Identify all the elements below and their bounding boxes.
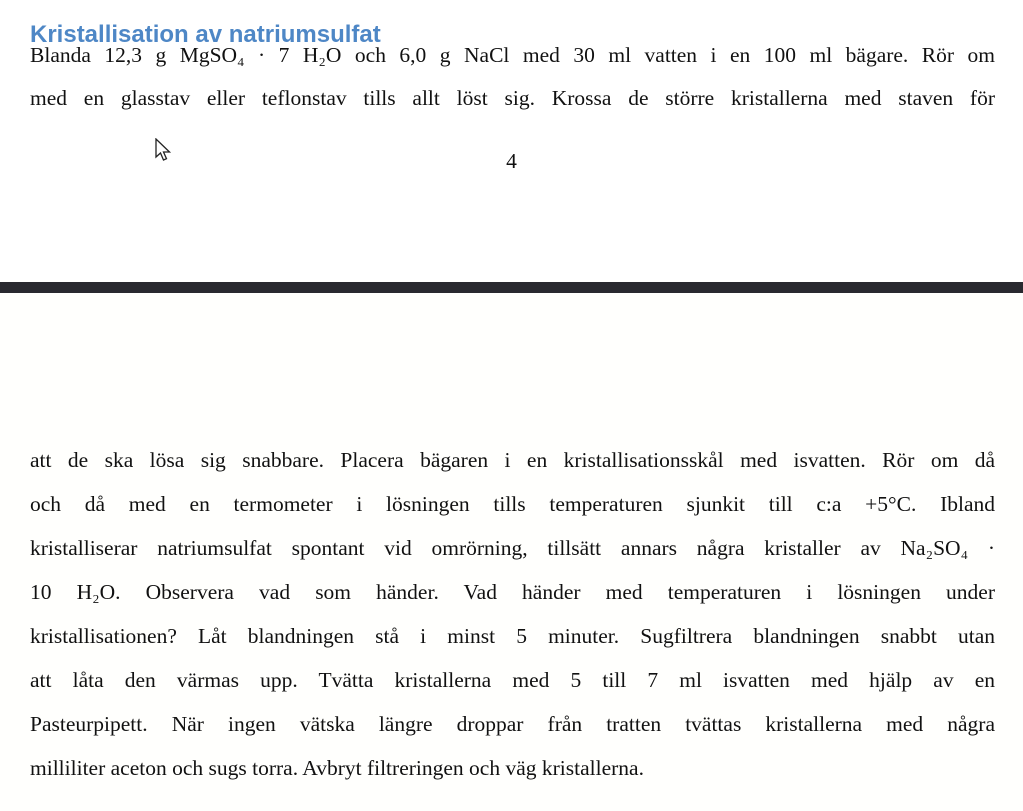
page-break-bar — [0, 282, 1023, 293]
paragraph-line: och då med en termometer i lösningen tills temperaturen sjunkit till c:a +5°C. Ibland — [30, 492, 995, 516]
paragraph-line: att låta den värmas upp. Tvätta kristallerna med 5 till 7 ml isvatten med hjälp av en — [30, 668, 995, 692]
paragraph-line: milliliter aceton och sugs torra. Avbryt filtreringen och väg kristallerna. — [30, 756, 644, 780]
page2-paragraph — [30, 438, 995, 790]
paragraph-line: kristalliserar natriumsulfat spontant vid omrörning, tillsätt annars några kristaller av Na₂SO₄ · — [30, 536, 995, 560]
paragraph-line: 10 H₂O. Observera vad som händer. Vad händer med temperaturen i lösningen under — [30, 580, 995, 604]
page-number: 4 — [506, 149, 517, 173]
paragraph-line: att de ska lösa sig snabbare. Placera bägaren i en kristallisationsskål med isvatten. Rör om då — [30, 448, 995, 472]
paragraph-line: med en glasstav eller teflonstav tills allt löst sig. Krossa de större kristallerna med staven för — [30, 86, 995, 110]
paragraph-line: Pasteurpipett. När ingen vätska längre droppar från tratten tvättas kristallerna med några — [30, 712, 995, 736]
paragraph-line: Blanda 12,3 g MgSO₄ · 7 H₂O och 6,0 g NaCl med 30 ml vatten i en 100 ml bägare. Rör om — [30, 43, 995, 67]
page1-paragraph — [30, 34, 995, 120]
document-heading: Kristallisation av natriumsulfat — [30, 21, 381, 49]
paragraph-line: kristallisationen? Låt blandningen stå i minst 5 minuter. Sugfiltrera blandningen snabbt utan — [30, 624, 995, 648]
